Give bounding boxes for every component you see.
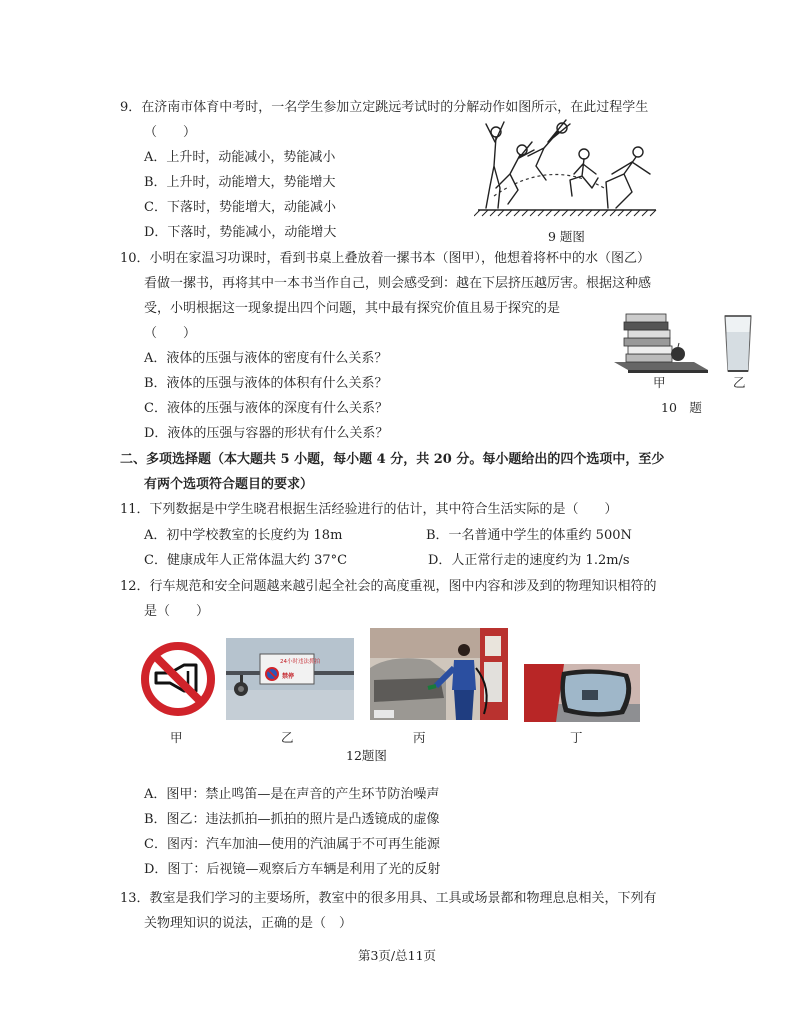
q9-option-b: B．上升时，动能增大，势能增大 [144, 175, 336, 190]
q9-stem: 9．在济南市体育中考时，一名学生参加立定跳远考试时的分解动作如图所示，在此过程学生 [120, 100, 649, 115]
q10-stem-line-1: 10．小明在家温习功课时，看到书桌上叠放着一摞书本（图甲），他想着将杯中的水（图乙） [120, 251, 651, 266]
q10-option-c: C．液体的压强与液体的深度有什么关系？ [144, 401, 388, 416]
q10-figure-caption: 10 题 [661, 400, 702, 415]
q11-option-c: C．健康成年人正常体温大约 37°C [144, 553, 348, 568]
q12-option-a: A．图甲：禁止鸣笛—是在声音的产生环节防治噪声 [144, 787, 440, 802]
refueling-image [370, 628, 508, 720]
q11-option-a: A．初中学校教室的长度约为 18m [144, 528, 343, 543]
q9-option-a: A．上升时，动能减小，势能减小 [144, 150, 336, 165]
q12-option-c: C．图丙：汽车加油—使用的汽油属于不可再生能源 [144, 837, 440, 852]
q12-stem-line-1: 12．行车规范和安全问题越来越引起全社会的高度重视，图中内容和涉及到的物理知识相符的 [120, 579, 657, 594]
q10-option-a: A．液体的压强与液体的密度有什么关系？ [144, 351, 388, 366]
q11-option-d: D．人正常行走的速度约为 1.2m/s [428, 553, 630, 568]
q12-figure-caption: 12题图 [346, 748, 387, 763]
q9-option-c: C．下落时，势能增大，动能减小 [144, 200, 336, 215]
q13-stem-line-2: 关物理知识的说法，正确的是（ ） [144, 916, 353, 931]
q12-label-bing: 丙 [413, 730, 426, 745]
q10-option-d: D．液体的压强与容器的形状有什么关系？ [144, 426, 389, 441]
section-2-heading-line-1: 二、多项选择题（本大题共 5 小题，每小题 4 分，共 20 分。每小题给出的四个选项中，至少 [120, 452, 665, 467]
q9-figure-caption: 9 题图 [548, 229, 585, 244]
q10-stem-line-2: 看做一摞书，再将其中一本书当作自己，则会感受到：越在下层挤压越厉害。根据这种感 [144, 276, 652, 291]
q11-stem: 11．下列数据是中学生晓君根据生活经验进行的估计，其中符合生活实际的是（ ） [120, 502, 618, 517]
traffic-camera-image [226, 638, 354, 720]
long-jump-figure [474, 116, 660, 218]
q10-label-yi: 乙 [733, 375, 746, 390]
q9-paren: （ ） [144, 125, 197, 140]
q12-option-b: B．图乙：违法抓拍—抓拍的照片是凸透镜成的虚像 [144, 812, 440, 827]
page-footer: 第3页/总11页 [357, 948, 437, 963]
stacked-books-image [612, 308, 710, 374]
q12-label-yi: 乙 [281, 730, 294, 745]
q12-label-ding: 丁 [570, 730, 583, 745]
q12-label-jia: 甲 [170, 730, 183, 745]
q12-option-d: D．图丁：后视镜—观察后方车辆是利用了光的反射 [144, 862, 441, 877]
section-2-heading-line-2: 有两个选项符合题目的要求） [144, 477, 314, 492]
q13-stem-line-1: 13．教室是我们学习的主要场所，教室中的很多用具、工具或场景都和物理息息相关，下列有 [120, 891, 657, 906]
q10-option-b: B．液体的压强与液体的体积有什么关系？ [144, 376, 388, 391]
water-glass-image [722, 314, 754, 374]
camera-sign-line-1: 24小时违法抓拍 [280, 659, 320, 665]
rear-view-mirror-image [524, 664, 640, 722]
q9-option-d: D．下落时，势能减小，动能增大 [144, 225, 337, 240]
q10-stem-line-3: 受，小明根据这一现象提出四个问题，其中最有探究价值且易于探究的是 [144, 301, 561, 316]
q11-option-b: B．一名普通中学生的体重约 500N [426, 528, 632, 543]
q10-label-jia: 甲 [653, 375, 666, 390]
q12-stem-line-2: 是（ ） [144, 604, 210, 619]
no-honking-sign-image [140, 641, 216, 717]
q10-paren: （ ） [144, 326, 197, 341]
camera-sign-line-2: 禁停 [282, 673, 295, 680]
